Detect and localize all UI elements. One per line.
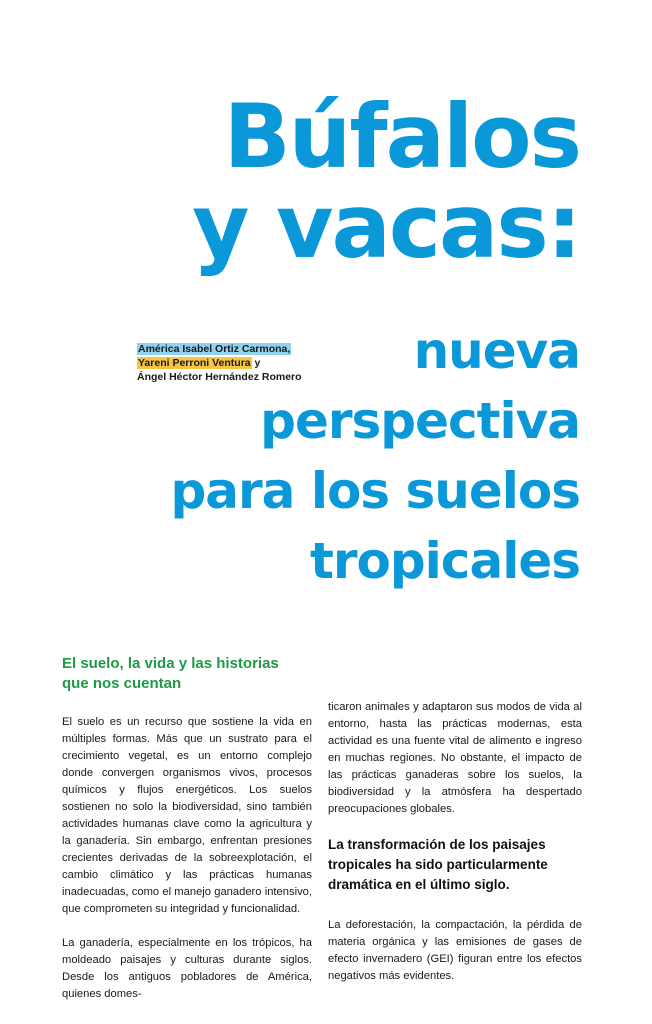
author-name: Yareni Perroni Ventura — [138, 357, 251, 369]
subtitle-line-4: tropicales — [309, 532, 580, 590]
subtitle-line-1: nueva — [413, 322, 580, 380]
author-connector: y — [251, 357, 261, 369]
body-paragraph: El suelo es un recurso que sostiene la vida en múltiples formas. Más que un sustrato para el crecimiento vegetal, es un entorno complejo donde convergen organismos vivos, procesos químicos y flujos energéticos. Los suelos sostienen no solo la biodiversidad, sino también actividades humanas clave como la agricultura y la ganadería. Sin embargo, enfrentan presiones crecientes derivadas de la sobreexplotación, el cambio climático y las prácticas humanas inadecuadas, como el manejo ganadero intensivo, que comprometen su integridad y funcionalidad. — [62, 716, 312, 915]
article-title — [192, 85, 580, 278]
subtitle-line-3: para los suelos — [170, 462, 580, 520]
pull-quote: La transformación de los paisajes tropicales ha sido particularmente dramática en el último siglo. — [328, 837, 548, 892]
text-column-left — [62, 714, 312, 1020]
section-heading: El suelo, la vida y las historias que nos cuentan — [62, 655, 279, 692]
body-paragraph: La ganadería, especialmente en los trópicos, ha moldeado paisajes y culturas durante siglos. Desde los antiguos pobladores de América, quienes domes- — [62, 937, 312, 1000]
subtitle-line-2: perspectiva — [260, 392, 580, 450]
title-line-2: y vacas: — [192, 175, 580, 278]
author-name: América Isabel Ortiz Carmona, — [138, 343, 291, 355]
article-subtitle — [170, 316, 580, 596]
text-column-right — [328, 699, 582, 1002]
body-paragraph: La deforestación, la compactación, la pérdida de materia orgánica y las emisiones de gases de efecto invernadero (GEI) figuran entre los efectos negativos más evidentes. — [328, 919, 582, 982]
author-name: Ángel Héctor Hernández Romero — [137, 371, 302, 383]
title-line-1: Búfalos — [223, 85, 580, 188]
body-paragraph: ticaron animales y adaptaron sus modos de vida al entorno, hasta las prácticas modernas, esta actividad es una fuente vital de alimento e ingreso en muchas regiones. No obstante, el impacto de las prácticas ganaderas sobre los suelos, la biodiversidad y la atmósfera ha despertado preocupaciones globales. — [328, 701, 582, 815]
